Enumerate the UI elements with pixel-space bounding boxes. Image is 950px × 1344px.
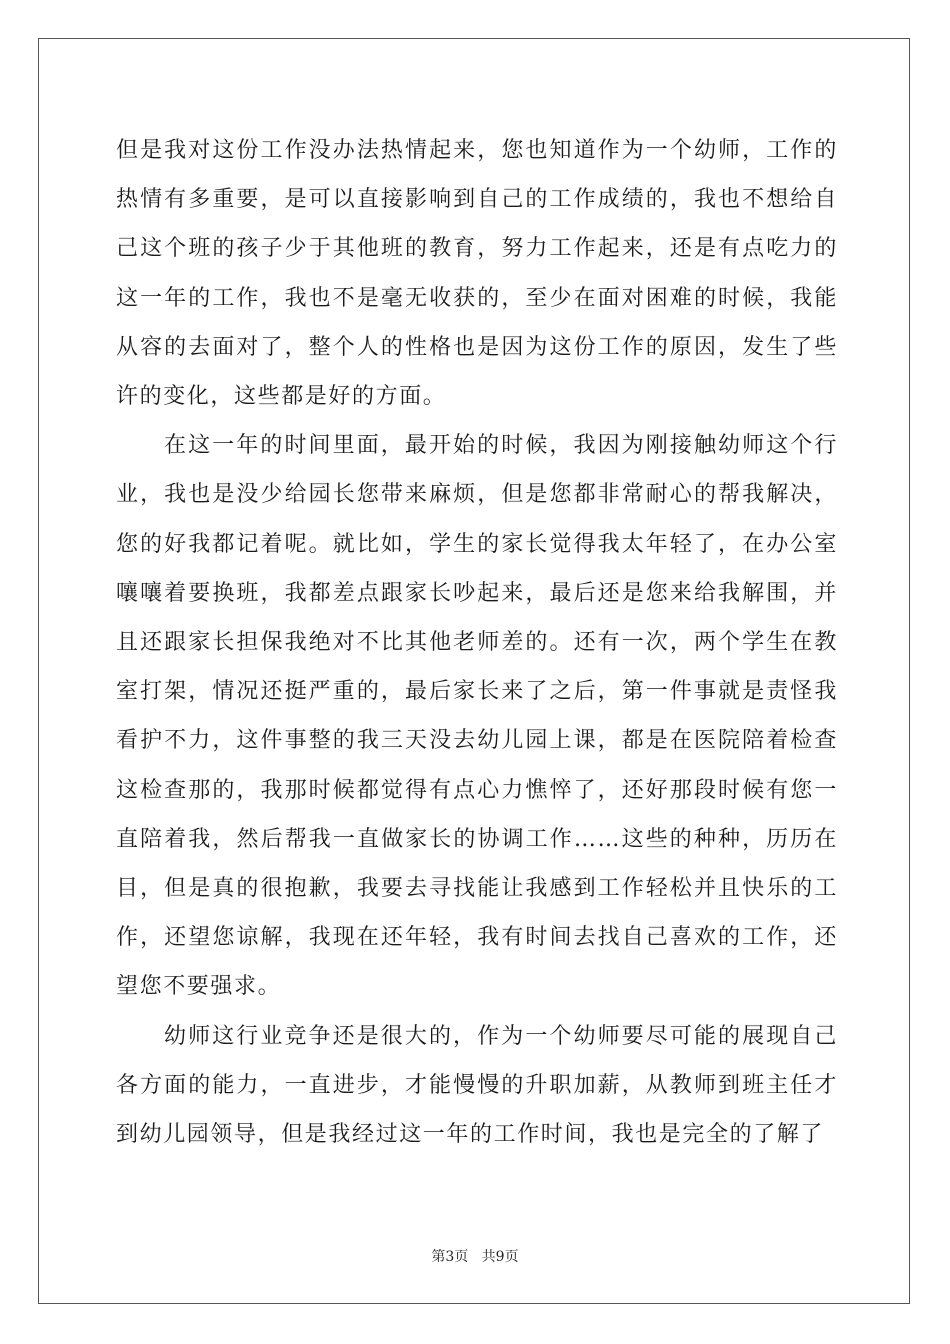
- paragraph-3: 幼师这行业竞争还是很大的，作为一个幼师要尽可能的展现自己各方面的能力，一直进步，才能慢慢的升职加薪，从教师到班主任才到幼儿园领导，但是我经过这一年的工作时间，我也是完全的了解了: [116, 1023, 838, 1148]
- paragraph-1: 但是我对这份工作没办法热情起来，您也知道作为一个幼师，工作的热情有多重要，是可以直接影响到自己的工作成绩的，我也不想给自己这个班的孩子少于其他班的教育，努力工作起来，还是有点吃力的这一年的工作，我也不是毫无收获的，至少在面对困难的时候，我能从容的去面对了，整个人的性格也是因为这份工作的原因，发生了些许的变化，这些都是好的方面。: [116, 138, 838, 410]
- document-body: [116, 126, 838, 1159]
- paragraph-2: 在这一年的时间里面，最开始的时候，我因为刚接触幼师这个行业，我也是没少给园长您带来麻烦，但是您都非常耐心的帮我解决，您的好我都记着呢。就比如，学生的家长觉得我太年轻了，在办公室嚷嚷着要换班，我都差点跟家长吵起来，最后还是您来给我解围，并且还跟家长担保我绝对不比其他老师差的。还有一次，两个学生在教室打架，情况还挺严重的，最后家长来了之后，第一件事就是责怪我看护不力，这件事整的我三天没去幼儿园上课，都是在医院陪着检查这检查那的，我那时候都觉得有点心力憔悴了，还好那段时候有您一直陪着我，然后帮我一直做家长的协调工作……这些的种种，历历在目，但是真的很抱歉，我要去寻找能让我感到工作轻松并且快乐的工作，还望您谅解，我现在还年轻，我有时间去找自己喜欢的工作，还望您不要强求。: [116, 433, 838, 1000]
- page-number-footer: 第3页 共9页: [431, 1249, 519, 1265]
